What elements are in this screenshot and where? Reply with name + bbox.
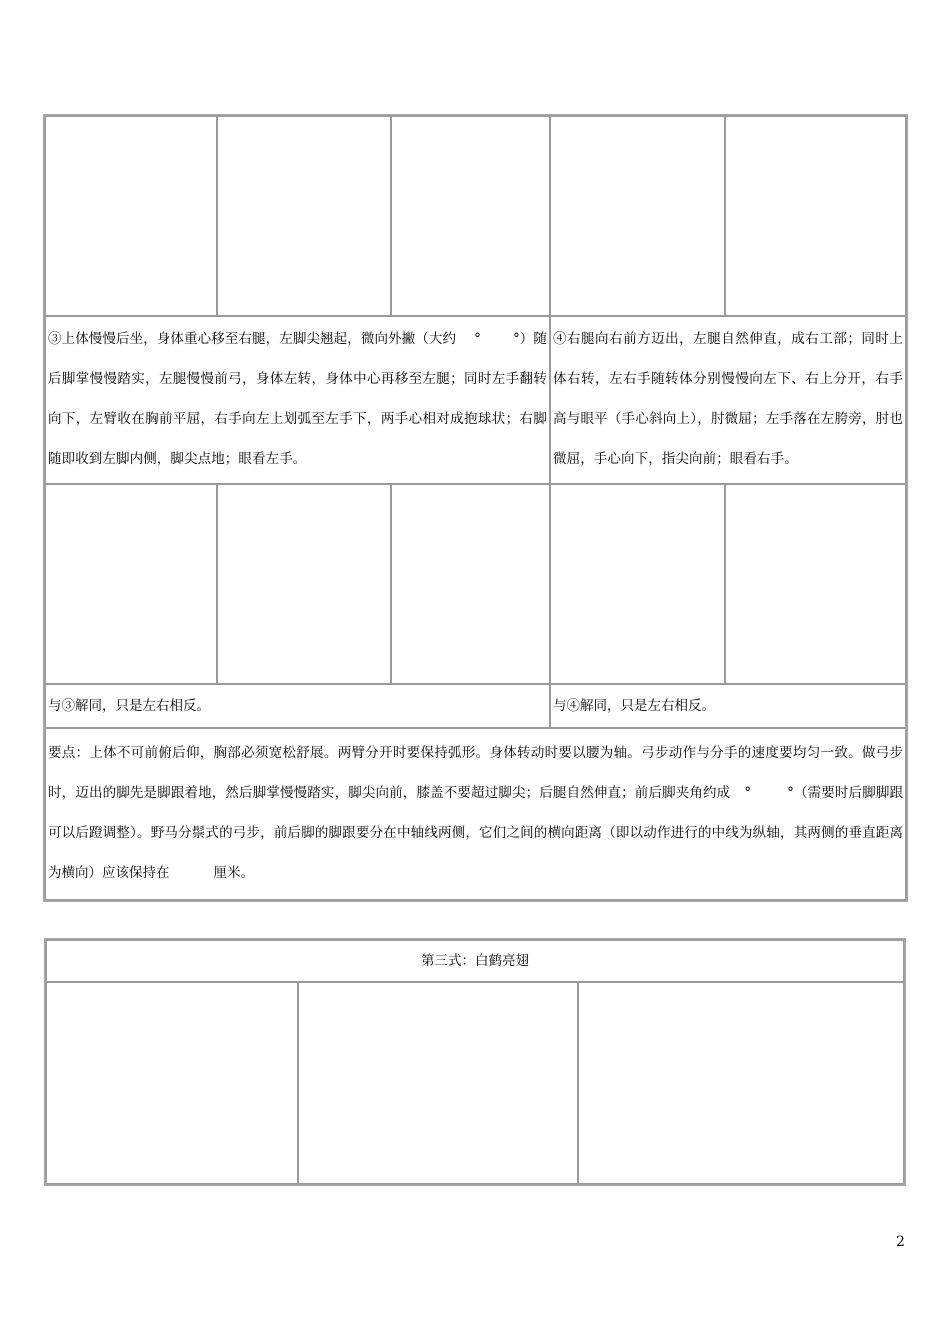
photo-cell	[391, 484, 550, 684]
degree-mark: °	[474, 331, 481, 347]
photo-cell	[725, 484, 906, 684]
step3-text-b: 随后脚掌慢慢踏实，左腿慢慢前弓，身体左转，身体中心再移至左腿；同时左手翻转向下，左臂收在胸前平屈，右手向左上划弧至左手下，两手心相对成抱球状；右脚随即收到左脚内侧，脚尖点地；眼看左手。	[48, 331, 548, 467]
photo-cell	[45, 484, 217, 684]
photo-cell	[578, 982, 904, 1184]
photo-cell	[550, 116, 725, 316]
form-table-1	[43, 114, 908, 902]
photo-cell	[725, 116, 906, 316]
photo-row-1	[45, 116, 906, 316]
photo-row-2	[45, 484, 906, 684]
mirror-step3: 与③解同，只是左右相反。	[45, 684, 550, 728]
degree-mark: °）	[512, 331, 534, 347]
photo-row-3	[46, 982, 904, 1184]
key-points-text-b: °（需要时后脚脚跟可以后蹬调整）。野马分鬃式的弓步，前后脚的脚跟要分在中轴线两侧，它们之间的横向距离（即以动作进行的中线为纵轴，其两侧的垂直距离为横向）应该保持在	[48, 785, 904, 881]
key-points-text-a: 要点：上体不可前俯后仰，胸部必须宽松舒展。两臂分开时要保持弧形。身体转动时要以腰为轴。弓步动作与分手的速度要均匀一致。做弓步时，迈出的脚先是脚跟着地，然后脚掌慢慢踏实，脚尖向前，膝盖不要超过脚尖；后腿自然伸直；前后脚夹角约成	[48, 745, 903, 801]
key-points	[45, 728, 906, 900]
step3-description	[45, 316, 550, 484]
key-points-row	[45, 728, 906, 900]
step4-description: ④右腿向右前方迈出，左腿自然伸直，成右工部；同时上体右转，左右手随转体分别慢慢向左下、右上分开，右手高与眼平（手心斜向上），肘微屈；左手落在左胯旁，肘也微屈，手心向下，指尖向前；眼看右手。	[550, 316, 906, 484]
degree-mark: °	[744, 785, 752, 801]
page-number: 2	[896, 1234, 905, 1250]
photo-cell	[391, 116, 550, 316]
mirror-row	[45, 684, 906, 728]
photo-cell	[45, 116, 217, 316]
mirror-step4: 与④解同，只是左右相反。	[550, 684, 906, 728]
photo-cell	[550, 484, 725, 684]
photo-cell	[217, 484, 391, 684]
title-row	[46, 940, 904, 982]
step3-text-a: ③上体慢慢后坐，身体重心移至右腿，左脚尖翘起，微向外撇（大约	[48, 331, 457, 347]
form-table-2	[44, 938, 906, 1186]
section-title: 第三式：白鹤亮翅	[46, 940, 904, 982]
description-row-1	[45, 316, 906, 484]
photo-cell	[298, 982, 578, 1184]
photo-cell	[46, 982, 298, 1184]
photo-cell	[217, 116, 391, 316]
key-points-unit: 厘米。	[213, 865, 254, 881]
